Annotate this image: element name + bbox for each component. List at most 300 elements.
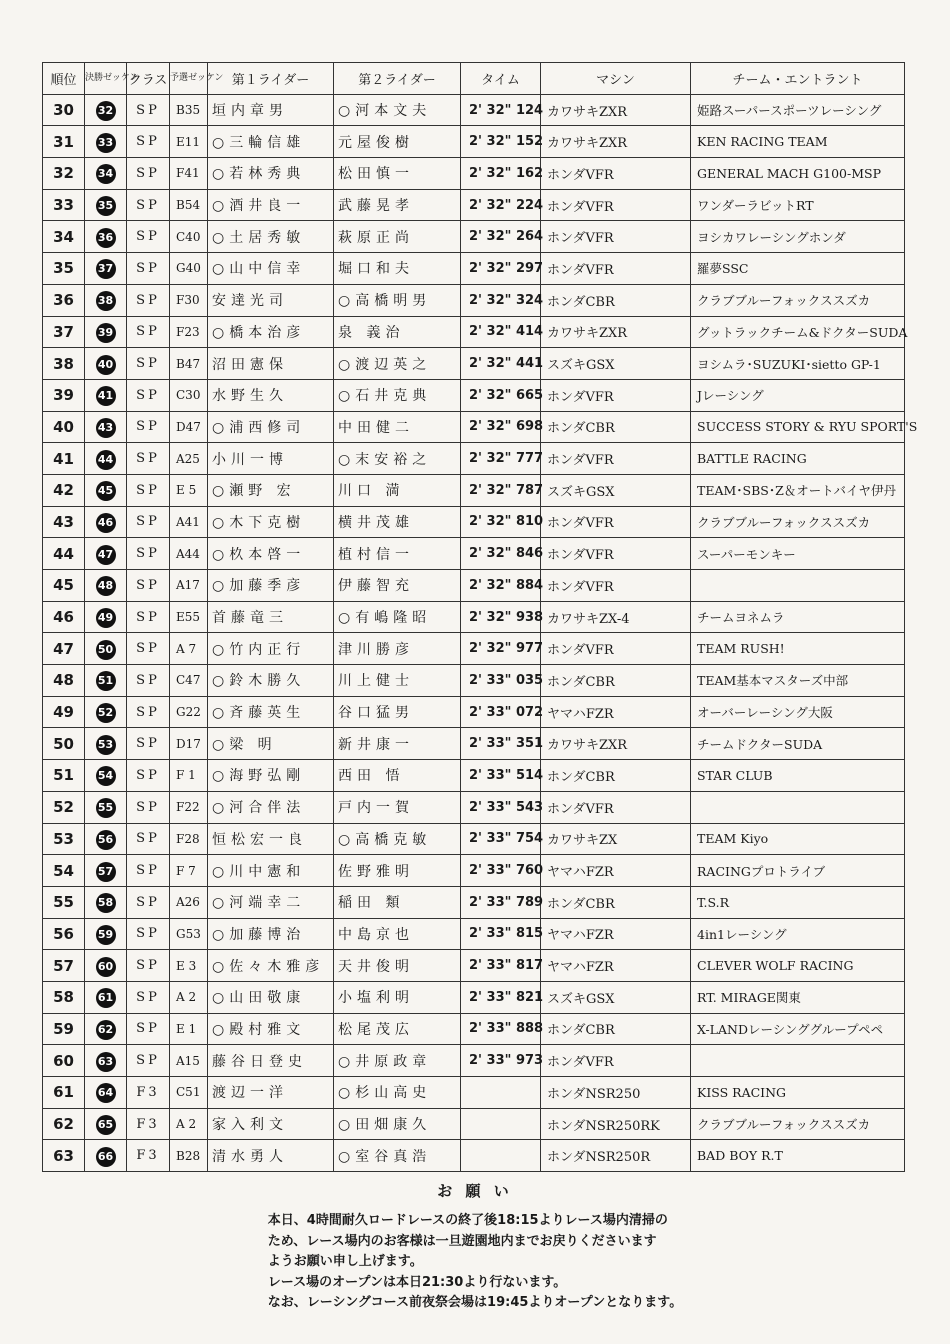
time-cell: 2' 33" 789	[461, 886, 541, 918]
qualifying-number-cell: F23	[170, 316, 208, 348]
time-cell: 2' 33" 821	[461, 981, 541, 1013]
table-row	[43, 728, 905, 760]
rider2-cell: 堀口和夫	[334, 253, 461, 285]
final-number-badge: 40	[96, 355, 116, 375]
table-row	[43, 94, 905, 126]
time-cell: 2' 32" 264	[461, 221, 541, 253]
time-cell: 2' 33" 351	[461, 728, 541, 760]
class-cell: SP	[127, 601, 170, 633]
class-cell: SP	[127, 221, 170, 253]
qualifying-number-cell: G22	[170, 696, 208, 728]
position-cell: 37	[43, 316, 85, 348]
class-cell: SP	[127, 696, 170, 728]
table-row	[43, 221, 905, 253]
team-cell: RT. MIRAGE関東	[691, 981, 905, 1013]
machine-cell: カワサキZXR	[541, 94, 691, 126]
rider1-cell: ○加藤季彦	[208, 570, 334, 602]
rider1-cell: ○酒井良一	[208, 189, 334, 221]
final-number-cell	[85, 316, 127, 348]
class-cell: SP	[127, 570, 170, 602]
table-row	[43, 379, 905, 411]
qualifying-number-cell: A44	[170, 538, 208, 570]
final-number-cell	[85, 506, 127, 538]
class-cell: SP	[127, 474, 170, 506]
position-cell: 42	[43, 474, 85, 506]
qualifying-number-cell: B28	[170, 1140, 208, 1172]
notice-line: 本日、4時間耐久ロードレースの終了後18:15よりレース場内清掃の	[267, 1213, 668, 1228]
final-number-cell	[85, 633, 127, 665]
final-number-badge: 64	[96, 1083, 116, 1103]
qualifying-number-cell: E 1	[170, 1013, 208, 1045]
qualifying-number-cell: E 5	[170, 474, 208, 506]
rider2-cell: ○石井克典	[334, 379, 461, 411]
machine-cell: ホンダVFR	[541, 1045, 691, 1077]
rider1-cell: 水野生久	[208, 379, 334, 411]
rider1-cell: ○瀬野 宏	[208, 474, 334, 506]
position-cell: 44	[43, 538, 85, 570]
final-number-cell	[85, 886, 127, 918]
rider1-cell: ○加藤博治	[208, 918, 334, 950]
results-table	[42, 62, 918, 1172]
header-position: 順位	[43, 63, 85, 95]
rider2-cell: ○末安裕之	[334, 443, 461, 475]
table-row	[43, 981, 905, 1013]
class-cell: SP	[127, 1045, 170, 1077]
final-number-cell	[85, 443, 127, 475]
position-cell: 43	[43, 506, 85, 538]
rider1-cell: 首藤竜三	[208, 601, 334, 633]
team-cell: Jレーシング	[691, 379, 905, 411]
machine-cell: ホンダVFR	[541, 443, 691, 475]
header-class: クラス	[127, 63, 170, 95]
final-number-badge: 39	[96, 323, 116, 343]
team-cell: 姫路スーパースポーツレーシング	[691, 94, 905, 126]
table-row	[43, 474, 905, 506]
machine-cell: ホンダCBR	[541, 284, 691, 316]
final-number-badge: 38	[96, 291, 116, 311]
team-cell: GENERAL MACH G100-MSP	[691, 158, 905, 190]
team-cell: 4in1レーシング	[691, 918, 905, 950]
final-number-cell	[85, 1013, 127, 1045]
rider2-cell: 武藤晃孝	[334, 189, 461, 221]
rider2-cell: 泉 義治	[334, 316, 461, 348]
final-number-cell	[85, 284, 127, 316]
final-number-badge: 36	[96, 228, 116, 248]
machine-cell: ホンダVFR	[541, 633, 691, 665]
machine-cell: ホンダCBR	[541, 1013, 691, 1045]
rider2-cell: 稲田 類	[334, 886, 461, 918]
table-row	[43, 538, 905, 570]
rider2-cell: ○有嶋隆昭	[334, 601, 461, 633]
table-row	[43, 918, 905, 950]
machine-cell: ホンダVFR	[541, 791, 691, 823]
position-cell: 57	[43, 950, 85, 982]
rider2-cell: ○室谷真浩	[334, 1140, 461, 1172]
table-row	[43, 1077, 905, 1109]
machine-cell: ヤマハFZR	[541, 696, 691, 728]
team-cell: グットラックチーム&ドクターSUDA	[691, 316, 905, 348]
rider2-cell: ○杉山高史	[334, 1077, 461, 1109]
qualifying-number-cell: D17	[170, 728, 208, 760]
qualifying-number-cell: F41	[170, 158, 208, 190]
final-number-badge: 66	[96, 1147, 116, 1167]
machine-cell: ホンダVFR	[541, 506, 691, 538]
qualifying-number-cell: F 7	[170, 855, 208, 887]
rider1-cell: ○三輪信雄	[208, 126, 334, 158]
table-row	[43, 284, 905, 316]
rider1-cell: ○土居秀敏	[208, 221, 334, 253]
position-cell: 39	[43, 379, 85, 411]
table-row	[43, 158, 905, 190]
final-number-badge: 34	[96, 164, 116, 184]
rider2-cell: 松田慎一	[334, 158, 461, 190]
qualifying-number-cell: A17	[170, 570, 208, 602]
final-number-cell	[85, 189, 127, 221]
time-cell: 2' 32" 441	[461, 348, 541, 380]
final-number-cell	[85, 665, 127, 697]
final-number-cell	[85, 981, 127, 1013]
rider1-cell: ○山田敬康	[208, 981, 334, 1013]
qualifying-number-cell: A 2	[170, 981, 208, 1013]
final-number-badge: 50	[96, 640, 116, 660]
team-cell: クラブブルーフォックススズカ	[691, 506, 905, 538]
final-number-badge: 33	[96, 133, 116, 153]
final-number-badge: 43	[96, 418, 116, 438]
machine-cell: ホンダVFR	[541, 379, 691, 411]
time-cell: 2' 32" 810	[461, 506, 541, 538]
machine-cell: ホンダNSR250RK	[541, 1108, 691, 1140]
machine-cell: ホンダVFR	[541, 189, 691, 221]
final-number-badge: 63	[96, 1052, 116, 1072]
time-cell: 2' 32" 938	[461, 601, 541, 633]
time-cell: 2' 32" 124	[461, 94, 541, 126]
final-number-badge: 54	[96, 766, 116, 786]
qualifying-number-cell: G53	[170, 918, 208, 950]
time-cell: 2' 33" 888	[461, 1013, 541, 1045]
rider1-cell: ○梁 明	[208, 728, 334, 760]
final-number-cell	[85, 1077, 127, 1109]
final-number-badge: 59	[96, 925, 116, 945]
team-cell: RACINGプロトライブ	[691, 855, 905, 887]
table-row	[43, 506, 905, 538]
table-row	[43, 696, 905, 728]
team-cell: TEAM基本マスターズ中部	[691, 665, 905, 697]
position-cell: 30	[43, 94, 85, 126]
machine-cell: スズキGSX	[541, 348, 691, 380]
machine-cell: ホンダCBR	[541, 886, 691, 918]
time-cell: 2' 33" 035	[461, 665, 541, 697]
position-cell: 54	[43, 855, 85, 887]
table-row	[43, 633, 905, 665]
team-cell: チームヨネムラ	[691, 601, 905, 633]
time-cell: 2' 32" 698	[461, 411, 541, 443]
class-cell: SP	[127, 1013, 170, 1045]
table-row	[43, 791, 905, 823]
final-number-cell	[85, 950, 127, 982]
machine-cell: ホンダNSR250R	[541, 1140, 691, 1172]
notice-body	[268, 1211, 682, 1314]
position-cell: 51	[43, 760, 85, 792]
rider2-cell: 植村信一	[334, 538, 461, 570]
rider2-cell: 天井俊明	[334, 950, 461, 982]
qualifying-number-cell: F 1	[170, 760, 208, 792]
time-cell: 2' 33" 514	[461, 760, 541, 792]
time-cell: 2' 32" 152	[461, 126, 541, 158]
position-cell: 49	[43, 696, 85, 728]
rider2-cell: 新井康一	[334, 728, 461, 760]
final-number-cell	[85, 474, 127, 506]
final-number-cell	[85, 411, 127, 443]
qualifying-number-cell: B35	[170, 94, 208, 126]
class-cell: SP	[127, 728, 170, 760]
time-cell: 2' 32" 324	[461, 284, 541, 316]
table-row	[43, 126, 905, 158]
machine-cell: ヤマハFZR	[541, 855, 691, 887]
rider2-cell: 谷口猛男	[334, 696, 461, 728]
rider1-cell: ○川中憲和	[208, 855, 334, 887]
team-cell: KEN RACING TEAM	[691, 126, 905, 158]
team-cell: クラブブルーフォックススズカ	[691, 284, 905, 316]
team-cell: TEAM Kiyo	[691, 823, 905, 855]
team-cell	[691, 570, 905, 602]
rider1-cell: ○海野弘剛	[208, 760, 334, 792]
class-cell: SP	[127, 855, 170, 887]
table-row	[43, 665, 905, 697]
team-cell: CLEVER WOLF RACING	[691, 950, 905, 982]
rider1-cell: 藤谷日登史	[208, 1045, 334, 1077]
machine-cell: ホンダCBR	[541, 665, 691, 697]
position-cell: 53	[43, 823, 85, 855]
class-cell: F3	[127, 1108, 170, 1140]
position-cell: 47	[43, 633, 85, 665]
class-cell: SP	[127, 823, 170, 855]
rider1-cell: ○山中信幸	[208, 253, 334, 285]
machine-cell: ヤマハFZR	[541, 950, 691, 982]
time-cell: 2' 32" 414	[461, 316, 541, 348]
team-cell: BAD BOY R.T	[691, 1140, 905, 1172]
rider2-cell: 西田 悟	[334, 760, 461, 792]
qualifying-number-cell: A26	[170, 886, 208, 918]
table-row	[43, 348, 905, 380]
class-cell: SP	[127, 506, 170, 538]
rider1-cell: 家入利文	[208, 1108, 334, 1140]
rider1-cell: ○若林秀典	[208, 158, 334, 190]
header-final-number: 決勝ゼッケン	[85, 63, 127, 95]
class-cell: SP	[127, 665, 170, 697]
qualifying-number-cell: E11	[170, 126, 208, 158]
final-number-cell	[85, 696, 127, 728]
qualifying-number-cell: A15	[170, 1045, 208, 1077]
rider2-cell: ○渡辺英之	[334, 348, 461, 380]
team-cell: スーパーモンキー	[691, 538, 905, 570]
rider2-cell: 横井茂雄	[334, 506, 461, 538]
machine-cell: ホンダVFR	[541, 253, 691, 285]
time-cell: 2' 33" 817	[461, 950, 541, 982]
team-cell: チームドクターSUDA	[691, 728, 905, 760]
final-number-badge: 52	[96, 703, 116, 723]
header-qualifying-number: 予選ゼッケン	[170, 63, 208, 95]
qualifying-number-cell: F22	[170, 791, 208, 823]
position-cell: 63	[43, 1140, 85, 1172]
table-row	[43, 411, 905, 443]
team-cell: ヨシムラ･SUZUKI･sietto GP-1	[691, 348, 905, 380]
machine-cell: ホンダCBR	[541, 411, 691, 443]
rider2-cell: 津川勝彦	[334, 633, 461, 665]
class-cell: SP	[127, 538, 170, 570]
time-cell	[461, 1108, 541, 1140]
time-cell	[461, 1077, 541, 1109]
machine-cell: カワサキZXR	[541, 126, 691, 158]
final-number-cell	[85, 791, 127, 823]
qualifying-number-cell: B47	[170, 348, 208, 380]
notice-section	[0, 1180, 950, 1314]
rider1-cell: ○佐々木雅彦	[208, 950, 334, 982]
class-cell: SP	[127, 950, 170, 982]
table-row	[43, 1140, 905, 1172]
position-cell: 31	[43, 126, 85, 158]
final-number-badge: 46	[96, 513, 116, 533]
rider1-cell: ○木下克樹	[208, 506, 334, 538]
class-cell: SP	[127, 94, 170, 126]
class-cell: SP	[127, 411, 170, 443]
final-number-badge: 44	[96, 450, 116, 470]
final-number-cell	[85, 348, 127, 380]
time-cell: 2' 33" 754	[461, 823, 541, 855]
rider2-cell: 伊藤智充	[334, 570, 461, 602]
qualifying-number-cell: A 7	[170, 633, 208, 665]
final-number-cell	[85, 760, 127, 792]
final-number-badge: 35	[96, 196, 116, 216]
rider1-cell: ○鈴木勝久	[208, 665, 334, 697]
position-cell: 35	[43, 253, 85, 285]
rider2-cell: 萩原正尚	[334, 221, 461, 253]
table-row	[43, 760, 905, 792]
rider1-cell: 安達光司	[208, 284, 334, 316]
notice-line: レース場のオープンは本日21:30より行ないます。	[267, 1274, 567, 1290]
team-cell: クラブブルーフォックススズカ	[691, 1108, 905, 1140]
final-number-cell	[85, 379, 127, 411]
position-cell: 52	[43, 791, 85, 823]
final-number-cell	[85, 823, 127, 855]
final-number-badge: 37	[96, 259, 116, 279]
team-cell: TEAM RUSH!	[691, 633, 905, 665]
final-number-cell	[85, 570, 127, 602]
qualifying-number-cell: B54	[170, 189, 208, 221]
header-machine: マシン	[541, 63, 691, 95]
table-row	[43, 855, 905, 887]
final-number-badge: 65	[96, 1115, 116, 1135]
table-row	[43, 823, 905, 855]
team-cell: 羅夢SSC	[691, 253, 905, 285]
position-cell: 32	[43, 158, 85, 190]
header-rider1: 第１ライダー	[208, 63, 334, 95]
final-number-badge: 61	[96, 988, 116, 1008]
team-cell: T.S.R	[691, 886, 905, 918]
table-row	[43, 1045, 905, 1077]
time-cell: 2' 33" 815	[461, 918, 541, 950]
rider2-cell: 川口 満	[334, 474, 461, 506]
final-number-badge: 51	[96, 671, 116, 691]
header-rider2: 第２ライダー	[334, 63, 461, 95]
rider1-cell: 沼田憲保	[208, 348, 334, 380]
table-row	[43, 1013, 905, 1045]
team-cell: SUCCESS STORY & RYU SPORT'S	[691, 411, 905, 443]
machine-cell: スズキGSX	[541, 474, 691, 506]
final-number-cell	[85, 1108, 127, 1140]
rider2-cell: 戸内一賀	[334, 791, 461, 823]
final-number-badge: 47	[96, 545, 116, 565]
class-cell: SP	[127, 284, 170, 316]
time-cell: 2' 32" 665	[461, 379, 541, 411]
qualifying-number-cell: F30	[170, 284, 208, 316]
rider1-cell: ○河端幸二	[208, 886, 334, 918]
time-cell: 2' 32" 977	[461, 633, 541, 665]
team-cell: ヨシカワレーシングホンダ	[691, 221, 905, 253]
position-cell: 40	[43, 411, 85, 443]
rider1-cell: ○河合伴法	[208, 791, 334, 823]
class-cell: F3	[127, 1140, 170, 1172]
rider2-cell: ○井原政章	[334, 1045, 461, 1077]
time-cell: 2' 32" 787	[461, 474, 541, 506]
final-number-cell	[85, 728, 127, 760]
machine-cell: ヤマハFZR	[541, 918, 691, 950]
rider2-cell: ○田畑康久	[334, 1108, 461, 1140]
header-team: チーム・エントラント	[691, 63, 905, 95]
class-cell: SP	[127, 189, 170, 221]
rider1-cell: ○殿村雅文	[208, 1013, 334, 1045]
table-row	[43, 950, 905, 982]
machine-cell: スズキGSX	[541, 981, 691, 1013]
position-cell: 59	[43, 1013, 85, 1045]
class-cell: SP	[127, 633, 170, 665]
class-cell: SP	[127, 886, 170, 918]
machine-cell: ホンダNSR250	[541, 1077, 691, 1109]
final-number-cell	[85, 601, 127, 633]
table-row	[43, 443, 905, 475]
rider2-cell: 中田健二	[334, 411, 461, 443]
qualifying-number-cell: E 3	[170, 950, 208, 982]
final-number-cell	[85, 918, 127, 950]
position-cell: 46	[43, 601, 85, 633]
machine-cell: ホンダVFR	[541, 538, 691, 570]
position-cell: 58	[43, 981, 85, 1013]
final-number-cell	[85, 253, 127, 285]
table-row	[43, 886, 905, 918]
team-cell	[691, 791, 905, 823]
team-cell: BATTLE RACING	[691, 443, 905, 475]
class-cell: SP	[127, 981, 170, 1013]
position-cell: 61	[43, 1077, 85, 1109]
class-cell: SP	[127, 158, 170, 190]
team-cell: X-LANDレーシンググループペペ	[691, 1013, 905, 1045]
position-cell: 41	[43, 443, 85, 475]
rider1-cell: 恒松宏一良	[208, 823, 334, 855]
final-number-cell	[85, 1045, 127, 1077]
position-cell: 60	[43, 1045, 85, 1077]
table-row	[43, 1108, 905, 1140]
rider2-cell: 川上健士	[334, 665, 461, 697]
table-row	[43, 316, 905, 348]
final-number-badge: 57	[96, 862, 116, 882]
notice-line: ため、レース場内のお客様は一旦遊園地内までお戻りくださいます	[267, 1233, 657, 1249]
position-cell: 38	[43, 348, 85, 380]
class-cell: SP	[127, 379, 170, 411]
final-number-badge: 41	[96, 386, 116, 406]
qualifying-number-cell: E55	[170, 601, 208, 633]
qualifying-number-cell: F28	[170, 823, 208, 855]
final-number-badge: 48	[96, 576, 116, 596]
rider2-cell: 元屋俊樹	[334, 126, 461, 158]
